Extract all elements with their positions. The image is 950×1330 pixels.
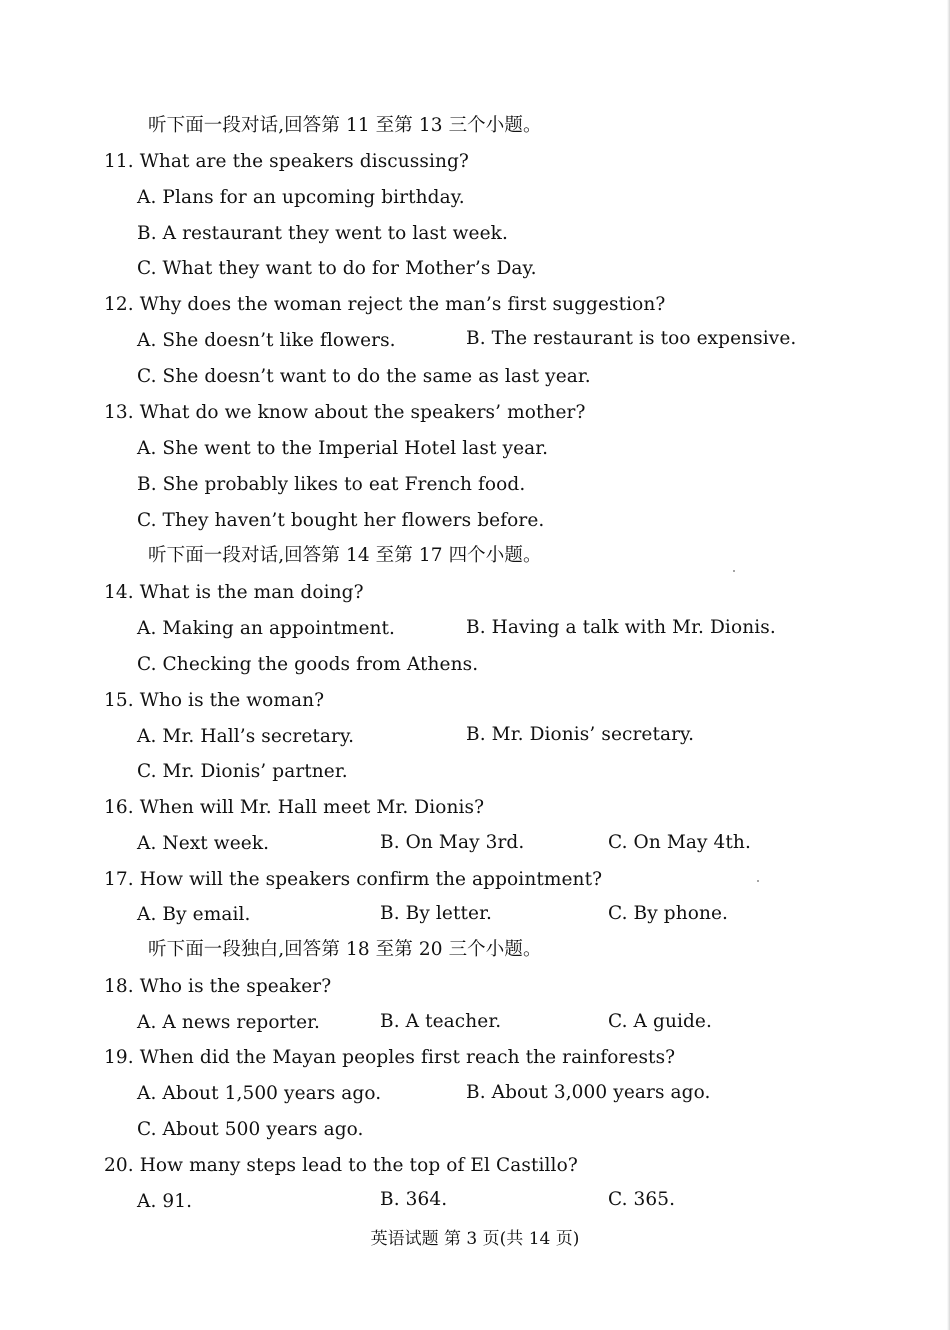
answer-option: A. Mr. Hall’s secretary. xyxy=(137,726,355,747)
question-stem: 18. Who is the speaker? xyxy=(104,976,332,997)
answer-option: B. 364. xyxy=(380,1189,448,1210)
question-stem: 16. When will Mr. Hall meet Mr. Dionis? xyxy=(104,797,485,818)
answer-option: B. A restaurant they went to last week. xyxy=(137,223,508,244)
answer-option: A. Next week. xyxy=(137,833,270,854)
question-stem: 14. What is the man doing? xyxy=(104,582,364,603)
scan-speck xyxy=(757,880,759,882)
answer-option: A. She doesn’t like flowers. xyxy=(137,330,396,351)
answer-option: B. Having a talk with Mr. Dionis. xyxy=(466,617,776,638)
answer-option: B. Mr. Dionis’ secretary. xyxy=(466,724,695,745)
scan-speck xyxy=(733,570,735,572)
answer-option: C. On May 4th. xyxy=(608,832,751,853)
question-stem: 12. Why does the woman reject the man’s first suggestion? xyxy=(104,294,666,315)
question-stem: 13. What do we know about the speakers’ mother? xyxy=(104,402,586,423)
question-stem: 20. How many steps lead to the top of El Castillo? xyxy=(104,1155,578,1176)
answer-option: A. Making an appointment. xyxy=(137,618,396,639)
answer-option: B. About 3,000 years ago. xyxy=(466,1082,711,1103)
section-instruction: 听下面一段对话,回答第 14 至第 17 四个小题。 xyxy=(148,545,542,566)
answer-option: A. A news reporter. xyxy=(137,1012,321,1033)
answer-option: A. She went to the Imperial Hotel last year. xyxy=(137,438,549,459)
answer-option: C. They haven’t bought her flowers before. xyxy=(137,510,545,531)
question-stem: 19. When did the Mayan peoples first reach the rainforests? xyxy=(104,1047,676,1068)
answer-option: B. The restaurant is too expensive. xyxy=(466,328,797,349)
answer-option: C. What they want to do for Mother’s Day. xyxy=(137,258,537,279)
answer-option: A. 91. xyxy=(137,1191,193,1212)
page-footer: 英语试题 第 3 页(共 14 页) xyxy=(370,1229,580,1249)
answer-option: C. About 500 years ago. xyxy=(137,1119,364,1140)
answer-option: C. Checking the goods from Athens. xyxy=(137,654,479,675)
question-stem: 15. Who is the woman? xyxy=(104,690,325,711)
answer-option: B. On May 3rd. xyxy=(380,832,525,853)
answer-option: C. 365. xyxy=(608,1189,676,1210)
answer-option: C. Mr. Dionis’ partner. xyxy=(137,761,348,782)
answer-option: A. About 1,500 years ago. xyxy=(137,1083,382,1104)
answer-option: A. By email. xyxy=(137,904,251,925)
section-instruction: 听下面一段独白,回答第 18 至第 20 三个小题。 xyxy=(148,939,542,960)
answer-option: B. She probably likes to eat French food. xyxy=(137,474,526,495)
answer-option: A. Plans for an upcoming birthday. xyxy=(137,187,465,208)
answer-option: B. By letter. xyxy=(380,903,492,924)
section-instruction: 听下面一段对话,回答第 11 至第 13 三个小题。 xyxy=(148,115,542,136)
answer-option: C. A guide. xyxy=(608,1011,712,1032)
question-stem: 11. What are the speakers discussing? xyxy=(104,151,469,172)
question-stem: 17. How will the speakers confirm the appointment? xyxy=(104,869,603,890)
answer-option: C. She doesn’t want to do the same as last year. xyxy=(137,366,591,387)
answer-option: C. By phone. xyxy=(608,903,729,924)
answer-option: B. A teacher. xyxy=(380,1011,502,1032)
